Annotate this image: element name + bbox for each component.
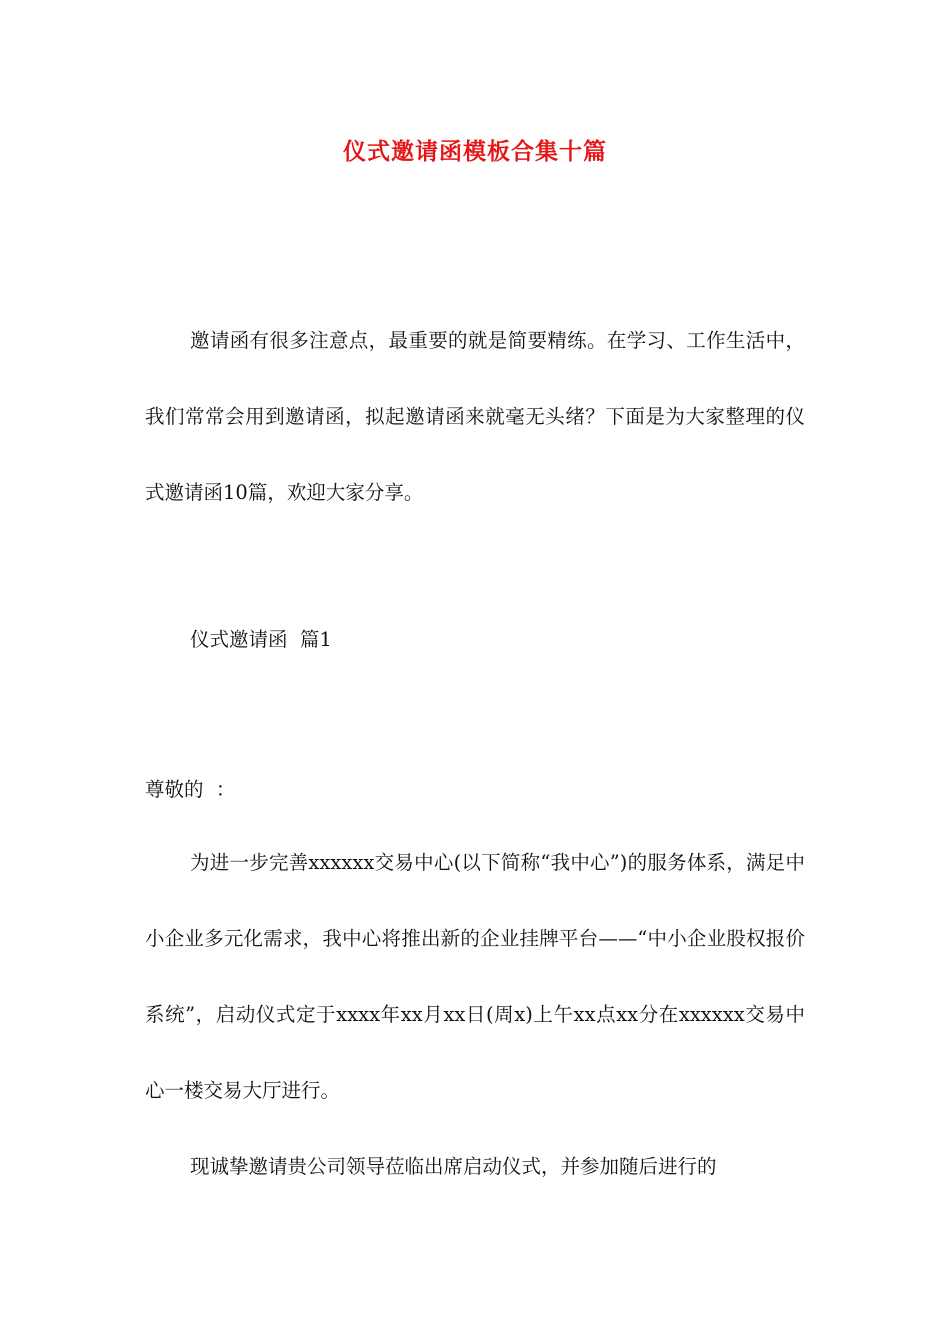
document-title: 仪式邀请函模板合集十篇 — [343, 138, 607, 165]
body-paragraph-2: 现诚挚邀请贵公司领导莅临出席启动仪式，并参加随后进行的 — [190, 1155, 717, 1178]
intro-paragraph: 邀请函有很多注意点，最重要的就是简要精练。在学习、工作生活中，我们常常会用到邀请函，拟起邀请函来就毫无头绪？下面是为大家整理的仪式邀请函10篇，欢迎大家分享。 — [145, 329, 805, 504]
salutation: 尊敬的 ： — [145, 778, 236, 801]
section-heading: 仪式邀请函 篇1 — [190, 628, 332, 651]
body-paragraph-1: 为进一步完善xxxxxx交易中心(以下简称“我中心”)的服务体系，满足中小企业多元化需求，我中心将推出新的企业挂牌平台——“中小企业股权报价系统”，启动仪式定于xxxx年xx月xx日(周x)上午xx点xx分在xxxxxx交易中心一楼交易大厅进行。 — [145, 851, 805, 1102]
